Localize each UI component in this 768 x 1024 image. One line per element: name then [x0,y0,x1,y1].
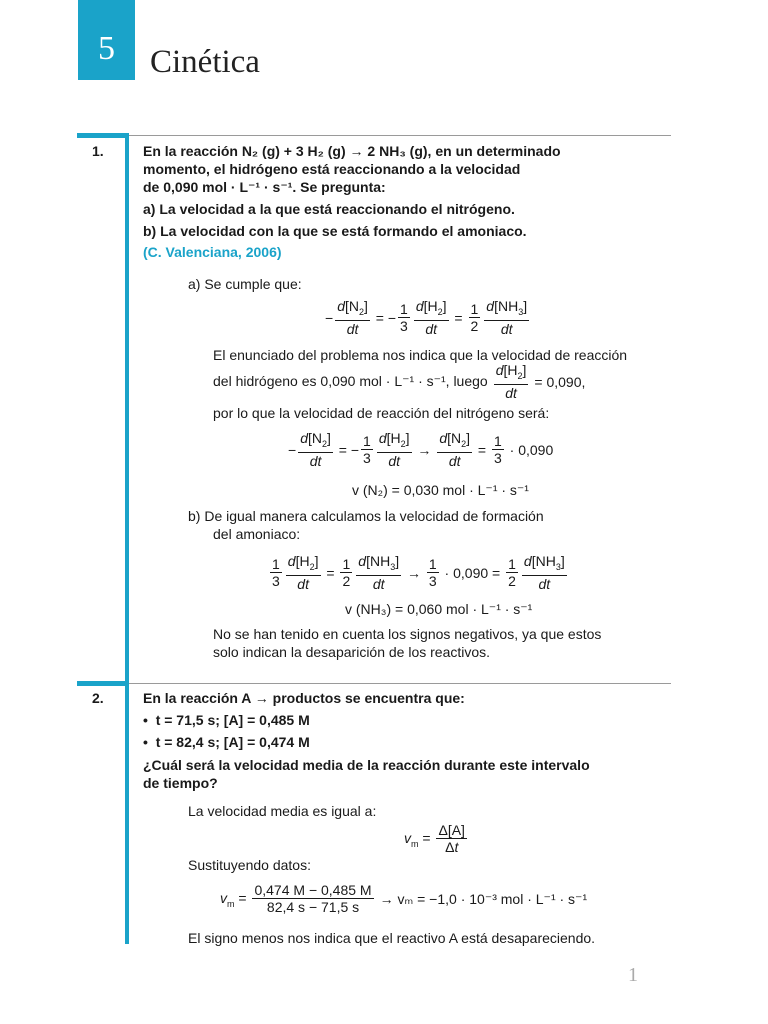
answer-b-text1: b) De igual manera calculamos la velocidad de formación [188,508,544,524]
answer-b-note1: No se han tenido en cuenta los signos negativos, ya que estos [213,626,602,642]
question-2-ask1: ¿Cuál será la velocidad media de la reacción durante este intervalo [143,757,590,773]
answer-2-text1: La velocidad media es igual a: [188,803,377,819]
question-2-number: 2. [92,690,104,706]
question-1-line2: momento, el hidrógeno está reaccionando a la velocidad [143,161,521,177]
question-2-bullet2: • t = 82,4 s; [A] = 0,474 M [143,734,310,750]
chapter-title: Cinética [150,44,260,80]
margin-bar [125,136,129,944]
question-2-separator [77,681,129,686]
question-2-rule [129,683,671,684]
answer-a-text2b: = 0,090, [534,373,586,390]
bullet2-text: t = 82,4 s; [A] = 0,474 M [155,734,310,750]
mean-rate-calculation: $v_m$ = $\frac{0,474 M - 0,485 M}{82,4 s - 71,5 s}$ → vₘ = −1,0 · 10⁻³ mol · L⁻¹ · s⁻¹ [220,882,588,915]
bullet1-text: t = 71,5 s; [A] = 0,485 M [155,712,310,728]
question-1-source: (C. Valenciana, 2006) [143,244,282,260]
answer-b-text2: del amoniaco: [213,526,301,542]
rate-equation-3: $\frac{1}{3}$ $\frac{d[H_2]}{dt}$ = $\frac{1}{2}$ $\frac{d[NH_3]}{dt}$ → $\frac{1}{3}$ · 0,090 = $\frac{1}{2}$ $\frac{d[NH_3]}{dt}$ [272,553,565,592]
question-2-bullet1: • t = 71,5 s; [A] = 0,485 M [143,712,310,728]
chapter-number: 5 [98,30,115,67]
answer-a-text2a: del hidrógeno es 0,090 mol · L⁻¹ · s⁻¹, luego [213,373,488,390]
question-1-rule [129,135,671,136]
rate-equation-1: − $\frac{d[N_2]}{dt}$ = − $\frac{1}{3}$ $\frac{d[H_2]}{dt}$ = $\frac{1}{2}$ $\frac{d[NH_3]}{dt}$ [325,298,528,337]
question-1-part-a: a) La velocidad a la que está reaccionando el nitrógeno. [143,201,515,217]
answer-a-text3: por lo que la velocidad de reacción del nitrógeno será: [213,405,550,421]
question-1-number: 1. [92,143,104,159]
answer-a-result: v (N₂) = 0,030 mol · L⁻¹ · s⁻¹ [352,482,529,498]
question-1-line1: En la reacción N₂ (g) + 3 H₂ (g) → 2 NH₃ (g), en un determinado [143,143,561,159]
page-number: 1 [628,964,638,986]
calc-result: → vₘ = −1,0 · 10⁻³ mol · L⁻¹ · s⁻¹ [379,890,588,907]
question-1-line3: de 0,090 mol · L⁻¹ · s⁻¹. Se pregunta: [143,179,386,195]
answer-2-text3: El signo menos nos indica que el reactivo A está desapareciendo. [188,930,596,946]
answer-a-text1: El enunciado del problema nos indica que la velocidad de reacción [213,347,628,363]
answer-b-result: v (NH₃) = 0,060 mol · L⁻¹ · s⁻¹ [345,601,533,617]
answer-a-text2: del hidrógeno es 0,090 mol · L⁻¹ · s⁻¹, luego $\frac{d[H_2]}{dt}$ = 0,090, [213,362,586,401]
question-1-separator [77,133,129,138]
rate-equation-2: − $\frac{d[N_2]}{dt}$ = − $\frac{1}{3}$ $\frac{d[H_2]}{dt}$ → $\frac{d[N_2]}{dt}$ = $\frac{1}{3}$ · 0,090 [288,430,554,469]
chapter-number-box [78,0,135,80]
question-2-ask2: de tiempo? [143,775,218,791]
answer-b-note2: solo indican la desaparición de los reactivos. [213,644,491,660]
question-1-part-b: b) La velocidad con la que se está formando el amoniaco. [143,223,527,239]
answer-a-intro: a) Se cumple que: [188,276,302,292]
mean-rate-formula: $v_m$ = $\frac{\Delta[A]}{\Delta t}$ [404,822,465,855]
question-2-line1: En la reacción A → productos se encuentra que: [143,690,465,706]
calc-numerator: 0,474 M − 0,485 M [254,882,372,898]
answer-2-text2: Sustituyendo datos: [188,857,311,873]
calc-denominator: 82,4 s − 71,5 s [266,899,360,915]
